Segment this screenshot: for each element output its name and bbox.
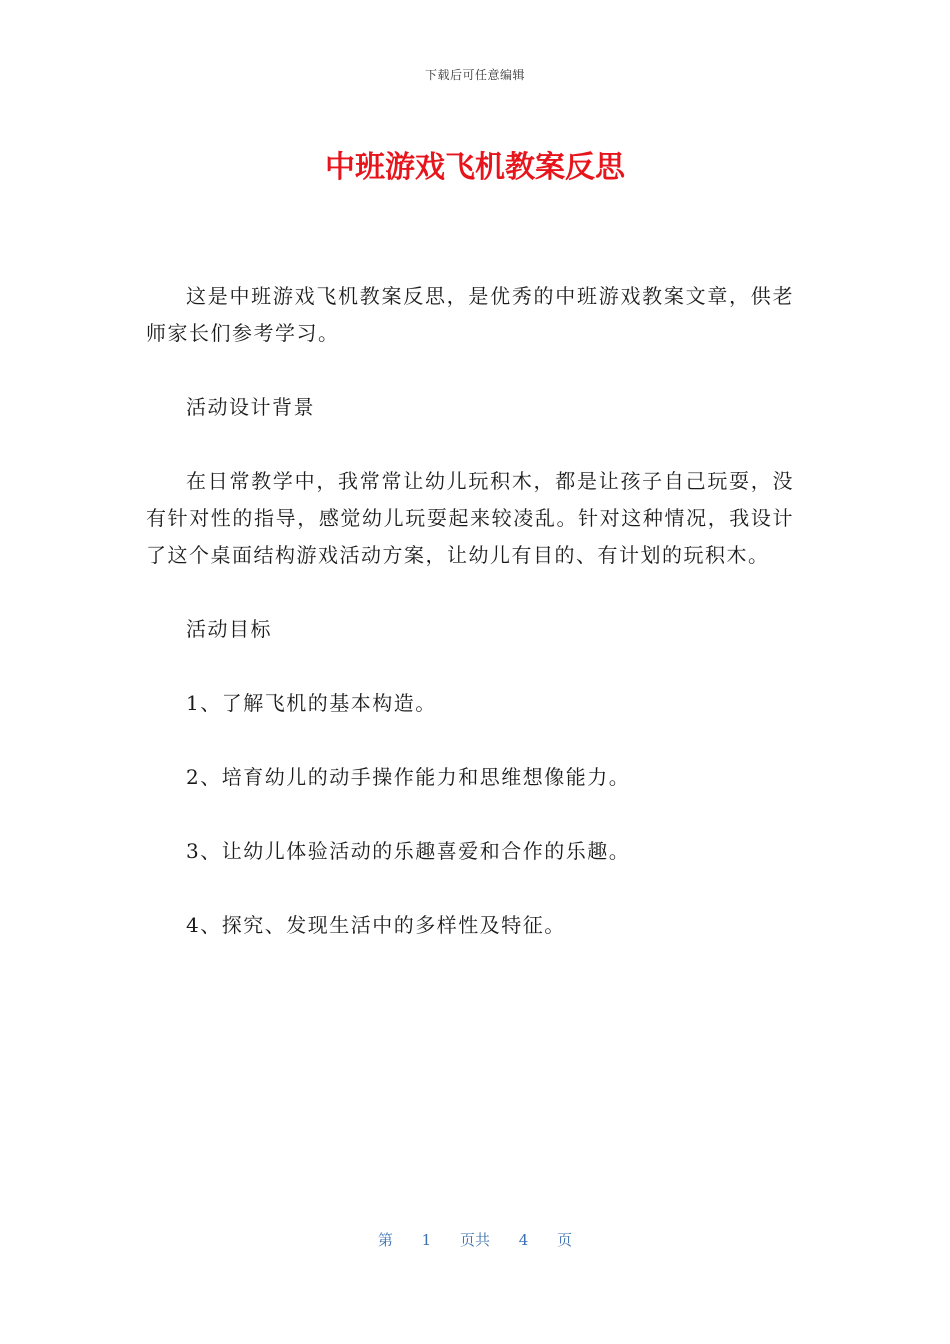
footer-ye-gong: 页共 [459,1231,490,1249]
footer-current-page: 1 [421,1231,432,1249]
section-heading-background: 活动设计背景 [186,395,315,419]
goal-item-4: 4、探究、发现生活中的多样性及特征。 [186,913,566,937]
footer-di: 第 [377,1231,393,1249]
goal-item-1: 1、了解飞机的基本构造。 [186,691,437,715]
section-heading-goals: 活动目标 [186,617,272,641]
intro-paragraph: 这是中班游戏飞机教案反思，是优秀的中班游戏教案文章，供老师家长们参考学习。 [146,284,794,345]
goal-item-2: 2、培育幼儿的动手操作能力和思维想像能力。 [186,765,631,789]
footer-total-pages: 4 [518,1231,529,1249]
header-note: 下载后可任意编辑 [424,68,525,82]
goal-item-3: 3、让幼儿体验活动的乐趣喜爱和合作的乐趣。 [186,839,631,863]
footer-ye: 页 [557,1231,573,1249]
background-paragraph: 在日常教学中，我常常让幼儿玩积木，都是让孩子自己玩耍，没有针对性的指导，感觉幼儿玩耍起来较凌乱。针对这种情况，我设计了这个桌面结构游戏活动方案，让幼儿有目的、有计划的玩积木。 [146,469,794,567]
page-footer [0,1229,950,1250]
document-title: 中班游戏飞机教案反思 [325,150,625,185]
document-body [146,278,794,944]
